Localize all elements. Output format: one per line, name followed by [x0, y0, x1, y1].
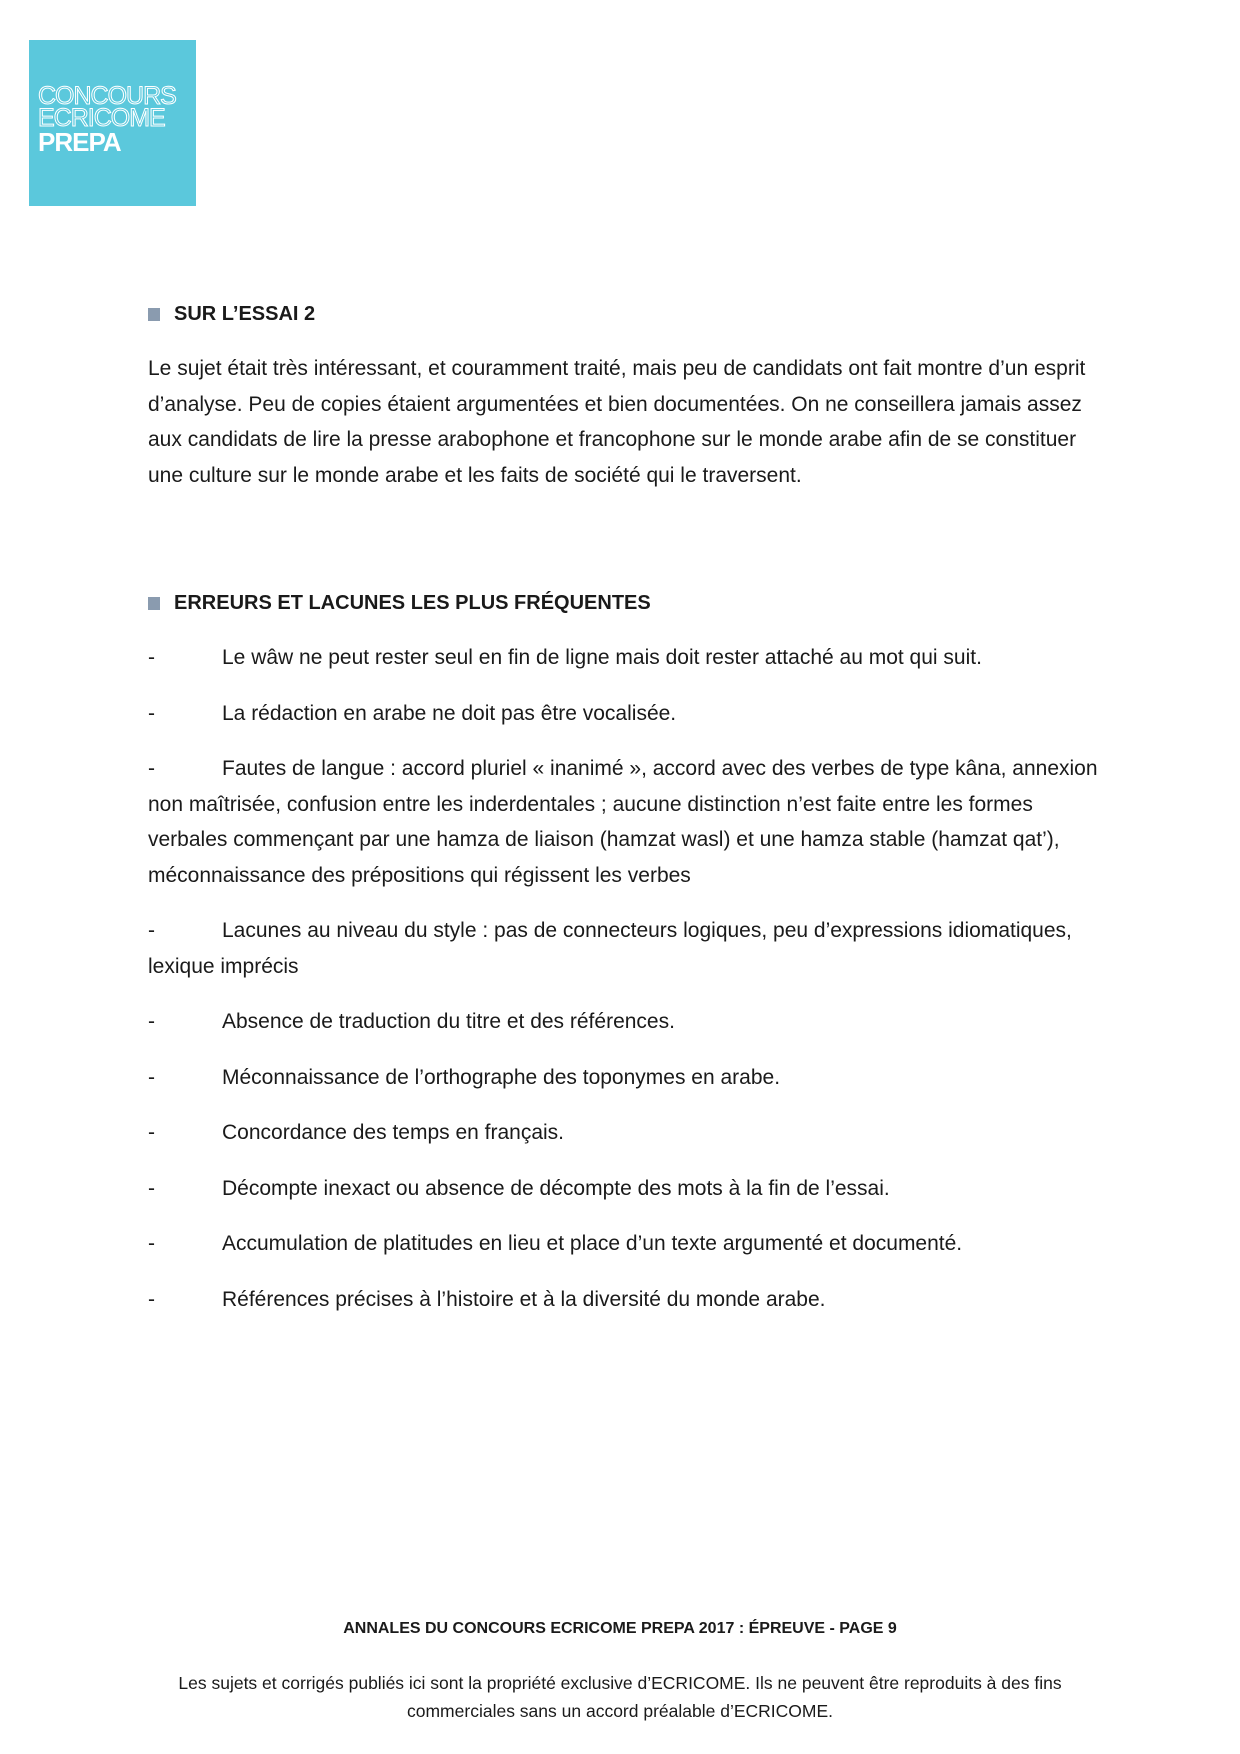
- list-item: [148, 1282, 1098, 1318]
- list-item-text: Références précises à l’histoire et à la diversité du monde arabe.: [222, 1287, 826, 1311]
- list-dash: -: [148, 1010, 155, 1033]
- list-item: [148, 1226, 1098, 1262]
- list-dash: -: [148, 1287, 155, 1311]
- section-heading-erreurs-text: ERREURS ET LACUNES LES PLUS FRÉQUENTES: [174, 592, 651, 614]
- section-heading-essai-text: SUR L’ESSAI 2: [174, 303, 316, 325]
- list-dash: -: [148, 1121, 155, 1144]
- list-dash: -: [148, 919, 155, 942]
- list-item: [148, 1060, 1098, 1096]
- list-item: [148, 696, 1098, 732]
- list-item: [148, 1171, 1098, 1207]
- list-item-text: Lacunes au niveau du style : pas de connecteurs logiques, peu d’expressions idiomatiques, lexique imprécis: [148, 919, 1072, 978]
- section-heading-erreurs: [148, 585, 1098, 621]
- section-heading-essai: [148, 296, 1098, 332]
- list-item-text: Accumulation de platitudes en lieu et place d’un texte argumenté et documenté.: [222, 1232, 963, 1255]
- list-item: [148, 1004, 1098, 1040]
- list-dash: -: [148, 1176, 155, 1200]
- list-item-text: Absence de traduction du titre et des références.: [222, 1010, 675, 1033]
- list-dash: -: [148, 1065, 155, 1089]
- essai-paragraph: Le sujet était très intéressant, et couramment traité, mais peu de candidats ont fait montre d’un esprit d’analyse. Peu de copies étaient argumentées et bien documentées. On ne conseillera jamais assez aux candidats de lire la presse arabophone et francophone sur le monde arabe afin de se constituer une culture sur le monde arabe et les faits de société qui le traversent.: [148, 357, 1086, 487]
- list-item-text: Méconnaissance de l’orthographe des toponymes en arabe.: [222, 1065, 781, 1089]
- list-item: [148, 751, 1098, 893]
- square-bullet-icon: [148, 308, 160, 321]
- logo-line-concours: CONCOURS: [38, 82, 176, 110]
- list-dash: -: [148, 646, 155, 669]
- list-item-text: Le wâw ne peut rester seul en fin de ligne mais doit rester attaché au mot qui suit.: [222, 646, 982, 669]
- list-item-text: La rédaction en arabe ne doit pas être vocalisée.: [222, 701, 677, 725]
- list-item-text: Concordance des temps en français.: [222, 1121, 565, 1144]
- document-body: [148, 296, 1098, 1337]
- list-item: [148, 640, 1098, 676]
- footer-copyright-note: Les sujets et corrigés publiés ici sont la propriété exclusive d’ECRICOME. Ils ne peuvent être reproduits à des fins commerciales sans un accord préalable d’ECRICOME.: [178, 1673, 1062, 1721]
- list-item-text: Décompte inexact ou absence de décompte des mots à la fin de l’essai.: [222, 1176, 890, 1200]
- errors-list: [148, 640, 1098, 1317]
- logo-line-prepa: PREPA: [38, 127, 121, 157]
- footer-page-title: ANNALES DU CONCOURS ECRICOME PREPA 2017 : ÉPREUVE - PAGE 9: [343, 1620, 897, 1637]
- list-dash: -: [148, 757, 155, 780]
- list-dash: -: [148, 701, 155, 725]
- square-bullet-icon: [148, 597, 160, 610]
- list-item: [148, 1115, 1098, 1151]
- ecricome-logo: [29, 40, 196, 206]
- list-item: [148, 913, 1098, 984]
- list-item-text: Fautes de langue : accord pluriel « inanimé », accord avec des verbes de type kâna, annexion non maîtrisée, confusion entre les inderdentales ; aucune distinction n’est faite entre les formes verbales commençant par une hamza de liaison (hamzat wasl) et une hamza stable (hamzat qat’), méconnaissance des prépositions qui régissent les verbes: [148, 757, 1098, 887]
- list-dash: -: [148, 1232, 155, 1255]
- logo-line-ecricome: ECRICOME: [38, 104, 165, 132]
